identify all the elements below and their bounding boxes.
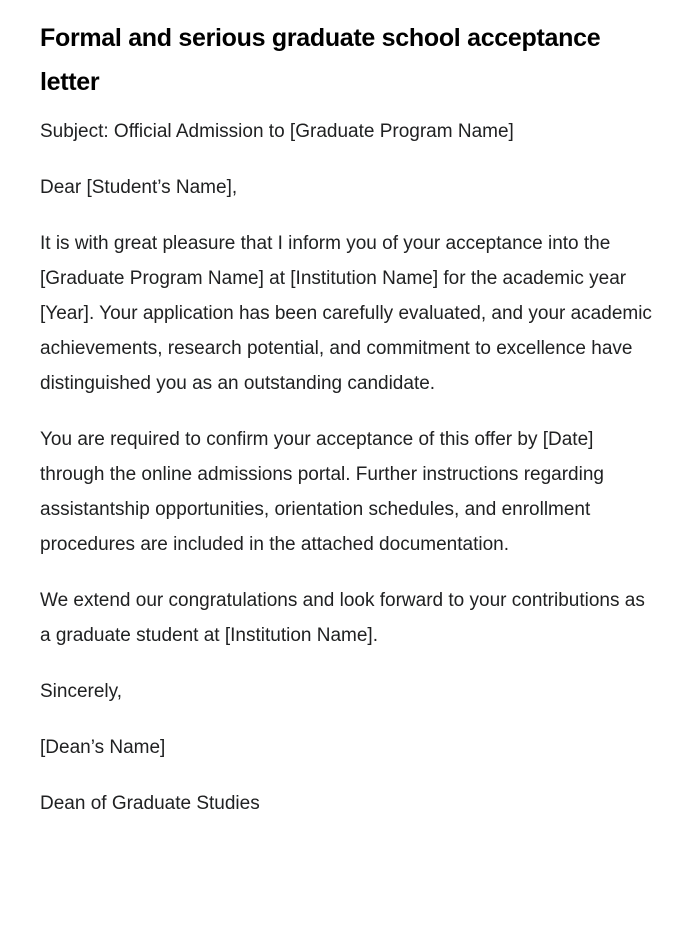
signature-title: Dean of Graduate Studies [40, 793, 260, 814]
page-title: Formal and serious graduate school acceptance letter [40, 24, 601, 96]
body-paragraph-1: It is with great pleasure that I inform you of your acceptance into the [Graduate Program Name] at [Institution Name] for the academic year [Year]. Your application has been carefully evaluated, and your academic achievements, research potential, and commitment to excellence have distinguished you as an outstanding candidate. [40, 233, 652, 394]
body-paragraph-3: We extend our congratulations and look forward to your contributions as a graduate student at [Institution Name]. [40, 590, 645, 646]
signature-name: [Dean’s Name] [40, 737, 166, 758]
closing: Sincerely, [40, 681, 123, 702]
salutation: Dear [Student’s Name], [40, 177, 238, 198]
body-paragraph-2: You are required to confirm your acceptance of this offer by [Date] through the online admissions portal. Further instructions regarding assistantship opportunities, orientation schedules, and enrollment procedures are included in the attached documentation. [40, 429, 604, 555]
subject-line: Subject: Official Admission to [Graduate Program Name] [40, 121, 514, 142]
